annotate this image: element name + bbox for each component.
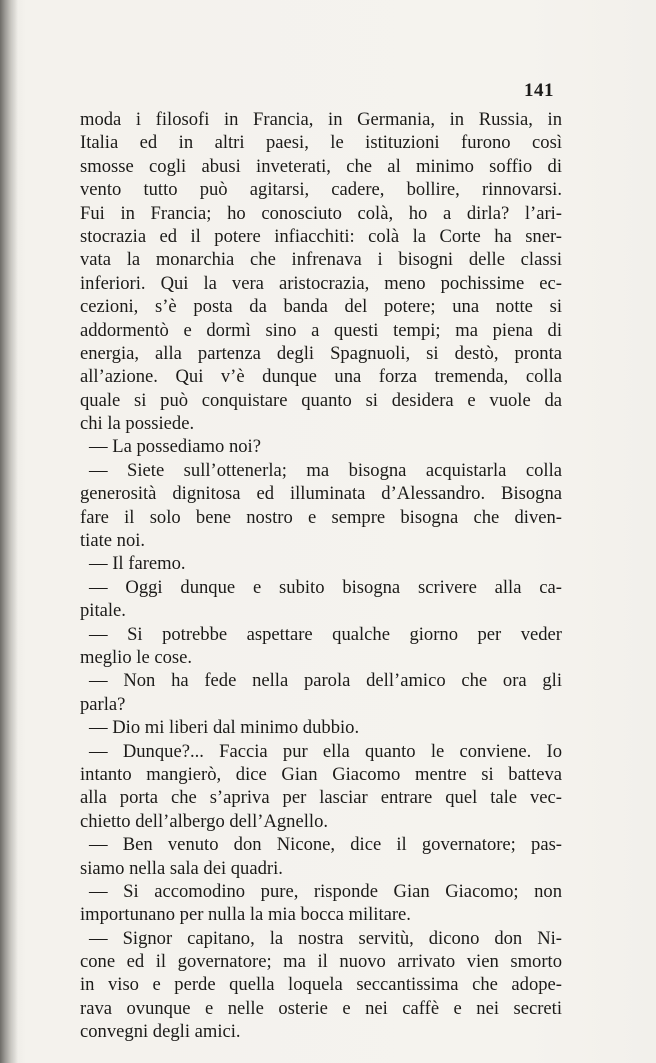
text-line: vento tutto può agitarsi, cadere, bollire, rinnovarsi. [80,179,562,201]
text-line: quale si può conquistare quanto si desidera e vuole da [80,389,562,411]
text-line: alla porta che s’apriva per lasciar entrare quel tale vec- [80,787,562,809]
text-line: generosità dignitosa ed illuminata d’Alessandro. Bisogna [80,483,562,505]
text-line: — Ben venuto don Nicone, dice il governatore; pas- [89,834,562,856]
text-line: — Non ha fede nella parola dell’amico che ora gli [89,670,562,692]
text-line: chietto dell’albergo dell’Agnello. [80,810,329,832]
text-line: Fui in Francia; ho conosciuto colà, ho a dirla? l’ari- [80,202,562,224]
page-number: 141 [524,80,554,101]
text-line: fare il solo bene nostro e sempre bisogna che diven- [80,506,562,528]
text-line: Italia ed in altri paesi, le istituzioni furono così [80,132,562,154]
text-line: vata la monarchia che infrenava i bisogni delle classi [80,249,562,271]
text-line: — Il faremo. [89,553,186,575]
text-line: tiate noi. [80,530,146,552]
text-line: moda i filosofi in Francia, in Germania, in Russia, in [80,109,562,130]
text-line: addormentò e dormì sino a questi tempi; ma piena di [80,319,562,341]
page-binding-shadow [0,0,18,1063]
text-line: — Si accomodino pure, risponde Gian Giacomo; non [89,880,562,902]
text-line: — Signor capitano, la nostra servitù, dicono don Ni- [89,927,562,949]
text-line: inferiori. Qui la vera aristocrazia, meno pochissime ec- [80,272,562,294]
text-line: — Si potrebbe aspettare qualche giorno per veder [89,623,562,645]
text-line: all’azione. Qui v’è dunque una forza tremenda, colla [80,366,562,388]
body-text [80,108,562,1044]
text-line: pitale. [80,600,126,622]
text-line: rava ovunque e nelle osterie e nei caffè e nei secreti [80,997,562,1019]
text-line: cone ed il governatore; ma il nuovo arrivato vien smorto [80,951,562,973]
text-line: importunano per nulla la mia bocca militare. [80,904,411,926]
text-line: siamo nella sala dei quadri. [80,857,283,879]
text-line: chi la possiede. [80,413,195,435]
text-line: cezioni, s’è posta da banda del potere; una notte si [80,296,562,318]
text-line: smosse cogli abusi inveterati, che al minimo soffio di [80,155,562,177]
text-line: in viso e perde quella loquela seccantissima che adope- [80,974,562,996]
text-line: stocrazia ed il potere infiacchiti: colà la Corte ha sner- [80,225,562,247]
text-line: energia, alla partenza degli Spagnuoli, si destò, pronta [80,342,562,364]
text-line: — La possediamo noi? [89,436,261,458]
text-line: — Dunque?... Faccia pur ella quanto le conviene. Io [89,740,562,762]
text-line: intanto mangierò, dice Gian Giacomo mentre si batteva [80,763,562,785]
text-line: — Dio mi liberi dal minimo dubbio. [89,717,360,739]
text-line: meglio le cose. [80,646,193,668]
text-line: — Oggi dunque e subito bisogna scrivere alla ca- [89,576,562,598]
text-line: — Siete sull’ottenerla; ma bisogna acquistarla colla [89,459,562,481]
text-line: convegni degli amici. [80,1021,241,1043]
text-line: parla? [80,693,126,715]
